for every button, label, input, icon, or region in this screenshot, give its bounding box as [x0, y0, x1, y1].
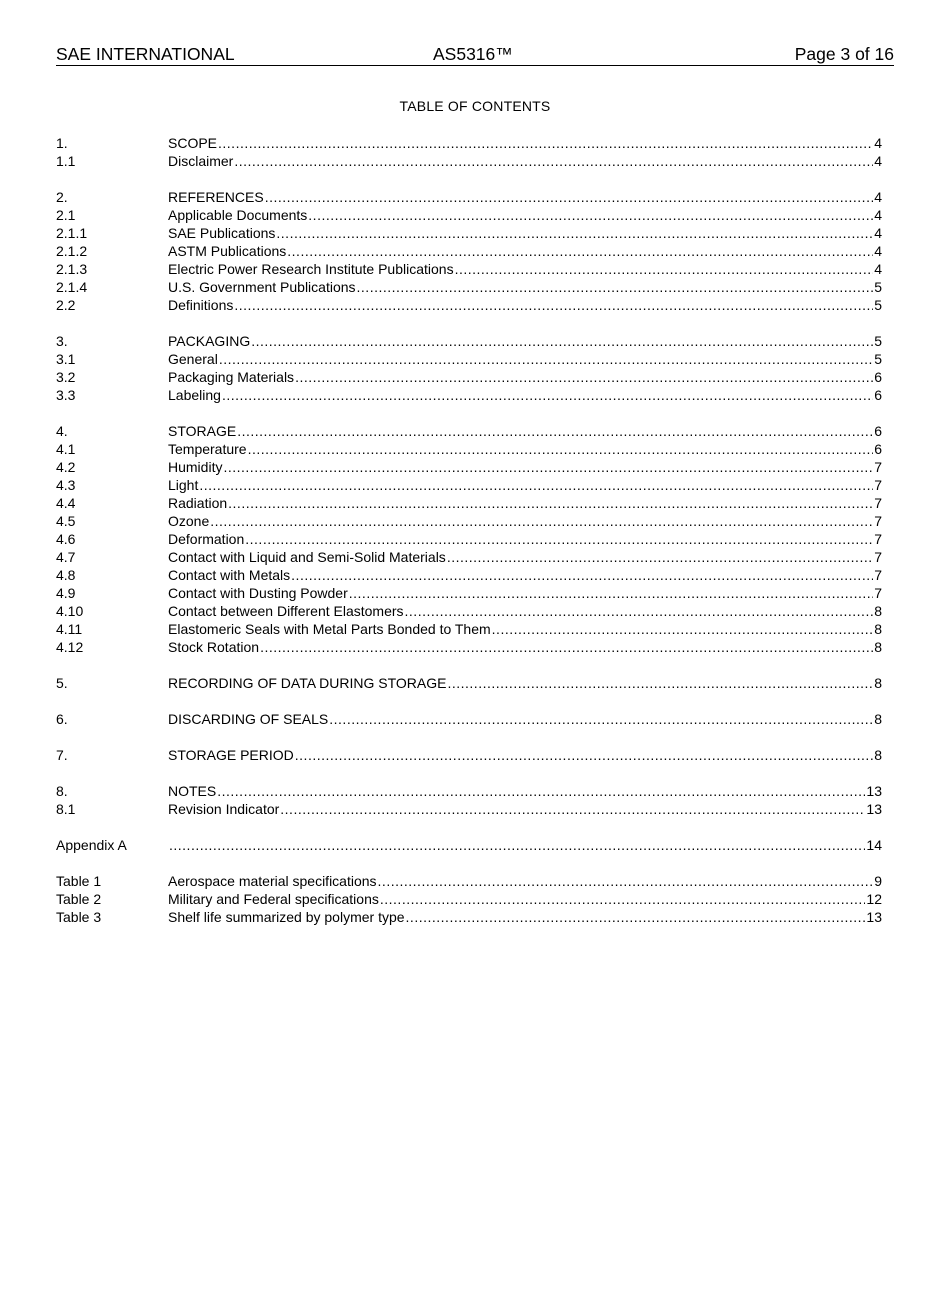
toc-entry-number: Table 3 [56, 909, 102, 925]
toc-entry-number: 2.1.4 [56, 279, 88, 295]
toc-entry-number: 6. [56, 711, 68, 727]
toc-entry[interactable] [56, 368, 882, 386]
toc-entry-label: Contact between Different Elastomers [168, 603, 404, 619]
dot-leader [406, 908, 866, 926]
toc-entry-label: ASTM Publications [168, 243, 287, 259]
toc-entry-number: 7. [56, 747, 68, 763]
toc-entry-page: 9 [874, 873, 882, 889]
toc-entry[interactable] [56, 188, 882, 206]
dot-leader [447, 548, 873, 566]
toc-entry-page: 4 [874, 243, 882, 259]
toc-entry-number: 4.4 [56, 495, 76, 511]
toc-entry-page: 13 [866, 801, 882, 817]
toc-entry-page: 4 [874, 135, 882, 151]
toc-entry-number: 4.8 [56, 567, 76, 583]
toc-entry[interactable] [56, 638, 882, 656]
header-page-number: Page 3 of 16 [794, 44, 894, 64]
toc-entry-label: Applicable Documents [168, 207, 308, 223]
toc-entry-page: 12 [866, 891, 882, 907]
toc-entry-label: DISCARDING OF SEALS [168, 711, 329, 727]
toc-entry-number: 3.1 [56, 351, 76, 367]
toc-entry-number: 4.3 [56, 477, 76, 493]
toc-entry-label: STORAGE [168, 423, 237, 439]
toc-entry-page: 8 [874, 639, 882, 655]
dot-leader [245, 530, 873, 548]
toc-entry-number: 2. [56, 189, 68, 205]
toc-entry[interactable] [56, 332, 882, 350]
toc-entry-page: 7 [874, 567, 882, 583]
toc-entry-number: 5. [56, 675, 68, 691]
toc-entry-number: 1. [56, 135, 68, 151]
toc-entry-label: SAE Publications [168, 225, 276, 241]
dot-leader [218, 134, 873, 152]
toc-entry-label: Packaging Materials [168, 369, 295, 385]
toc-entry-page: 6 [874, 369, 882, 385]
dot-leader [260, 638, 873, 656]
dot-leader [265, 188, 874, 206]
dot-leader [210, 512, 873, 530]
table-of-contents [56, 134, 882, 926]
toc-entry-page: 8 [874, 675, 882, 691]
toc-entry[interactable] [56, 494, 882, 512]
toc-entry-number: 3.3 [56, 387, 76, 403]
toc-entry[interactable] [56, 296, 882, 314]
dot-leader [169, 836, 865, 854]
toc-entry-page: 8 [874, 747, 882, 763]
toc-entry-number: 2.1.2 [56, 243, 88, 259]
toc-entry-page: 8 [874, 603, 882, 619]
toc-entry-label: Radiation [168, 495, 228, 511]
toc-entry-number: Table 1 [56, 873, 102, 889]
dot-leader [357, 278, 874, 296]
toc-entry-label: Shelf life summarized by polymer type [168, 909, 405, 925]
toc-entry[interactable] [56, 440, 882, 458]
toc-entry-page: 5 [874, 279, 882, 295]
toc-title: TABLE OF CONTENTS [399, 98, 551, 114]
toc-entry-number: 8. [56, 783, 68, 799]
toc-entry-number: Table 2 [56, 891, 102, 907]
toc-entry-page: 6 [874, 441, 882, 457]
toc-entry-label: Contact with Liquid and Semi-Solid Materials [168, 549, 446, 565]
toc-entry-page: 14 [866, 837, 882, 853]
dot-leader [380, 890, 866, 908]
toc-entry-table[interactable] [56, 890, 882, 908]
toc-entry-number: 4.2 [56, 459, 76, 475]
toc-entry-number: 3. [56, 333, 68, 349]
toc-entry[interactable] [56, 566, 882, 584]
dot-leader [217, 782, 865, 800]
dot-leader [349, 584, 873, 602]
toc-entry-page: 4 [874, 261, 882, 277]
toc-entry-number: 2.1.1 [56, 225, 88, 241]
toc-entry-page: 7 [874, 531, 882, 547]
toc-entry-label: NOTES [168, 783, 217, 799]
toc-entry[interactable] [56, 386, 882, 404]
toc-entry-label: General [168, 351, 218, 367]
toc-entry-page: 7 [874, 495, 882, 511]
toc-entry-number: 4.10 [56, 603, 84, 619]
dot-leader [237, 422, 873, 440]
toc-entry-label: RECORDING OF DATA DURING STORAGE [168, 675, 447, 691]
toc-entry-label: Elastomeric Seals with Metal Parts Bonded to Them [168, 621, 491, 637]
dot-leader [234, 152, 873, 170]
toc-entry-label: STORAGE PERIOD [168, 747, 294, 763]
toc-entry[interactable] [56, 224, 882, 242]
toc-entry-page: 13 [866, 783, 882, 799]
toc-entry[interactable] [56, 476, 882, 494]
toc-entry-number: 4.5 [56, 513, 76, 529]
toc-entry-label: PACKAGING [168, 333, 251, 349]
dot-leader [447, 674, 873, 692]
dot-leader [405, 602, 874, 620]
toc-entry-number: 1.1 [56, 153, 76, 169]
toc-entry[interactable] [56, 602, 882, 620]
toc-entry-label: Contact with Metals [168, 567, 291, 583]
dot-leader [455, 260, 874, 278]
toc-entry-label: Deformation [168, 531, 245, 547]
toc-entry-label: Temperature [168, 441, 247, 457]
toc-entry[interactable] [56, 350, 882, 368]
header-document-number: AS5316™ [433, 44, 513, 64]
toc-entry[interactable] [56, 548, 882, 566]
dot-leader [228, 494, 873, 512]
toc-entry[interactable] [56, 278, 882, 296]
toc-entry[interactable] [56, 260, 882, 278]
toc-entry-page: 7 [874, 585, 882, 601]
toc-entry-label: Labeling [168, 387, 221, 403]
toc-entry-number: 4.6 [56, 531, 76, 547]
toc-entry-number: 2.2 [56, 297, 76, 313]
toc-entry[interactable] [56, 746, 882, 764]
toc-entry-label: SCOPE [168, 135, 218, 151]
toc-entry[interactable] [56, 620, 882, 638]
dot-leader [251, 332, 873, 350]
toc-entry[interactable] [56, 422, 882, 440]
toc-entry-appendix-a[interactable] [56, 836, 882, 854]
toc-entry-page: 7 [874, 459, 882, 475]
toc-entry[interactable] [56, 458, 882, 476]
dot-leader [223, 458, 873, 476]
toc-entry-page: 7 [874, 477, 882, 493]
toc-entry[interactable] [56, 206, 882, 224]
toc-entry-page: 4 [874, 153, 882, 169]
toc-entry-page: 8 [874, 711, 882, 727]
dot-leader [280, 800, 865, 818]
toc-entry-label: Humidity [168, 459, 223, 475]
toc-entry[interactable] [56, 152, 882, 170]
dot-leader [295, 746, 873, 764]
toc-entry-number: 4.9 [56, 585, 76, 601]
toc-entry-label: Military and Federal specifications [168, 891, 379, 907]
dot-leader [199, 476, 873, 494]
toc-entry-page: 4 [874, 189, 882, 205]
toc-entry-number: 2.1.3 [56, 261, 88, 277]
toc-entry-number: 4. [56, 423, 68, 439]
toc-entry-number: 8.1 [56, 801, 76, 817]
toc-entry-page: 13 [866, 909, 882, 925]
toc-entry-number: Appendix A [56, 837, 127, 853]
dot-leader [248, 440, 874, 458]
toc-entry-page: 4 [874, 225, 882, 241]
toc-entry[interactable] [56, 530, 882, 548]
toc-entry[interactable] [56, 710, 882, 728]
toc-entry-page: 5 [874, 351, 882, 367]
toc-entry[interactable] [56, 674, 882, 692]
toc-entry-label: Revision Indicator [168, 801, 280, 817]
toc-entry-number: 2.1 [56, 207, 76, 223]
toc-entry-number: 3.2 [56, 369, 76, 385]
toc-entry-page: 6 [874, 423, 882, 439]
toc-entry-label: Disclaimer [168, 153, 234, 169]
dot-leader [291, 566, 873, 584]
toc-entry[interactable] [56, 782, 882, 800]
toc-entry-number: 4.12 [56, 639, 84, 655]
toc-entry[interactable] [56, 584, 882, 602]
toc-entry-page: 7 [874, 549, 882, 565]
toc-entry-page: 5 [874, 333, 882, 349]
toc-entry[interactable] [56, 242, 882, 260]
header-organization: SAE INTERNATIONAL [56, 44, 235, 64]
toc-entry-table[interactable] [56, 908, 882, 926]
dot-leader [234, 296, 873, 314]
toc-entry-number: 4.11 [56, 621, 83, 637]
toc-entry-label: Contact with Dusting Powder [168, 585, 348, 601]
dot-leader [219, 350, 873, 368]
dot-leader [287, 242, 873, 260]
toc-entry-page: 5 [874, 297, 882, 313]
dot-leader [492, 620, 874, 638]
toc-entry-number: 4.7 [56, 549, 76, 565]
toc-entry-label: Definitions [168, 297, 234, 313]
toc-entry-label: Electric Power Research Institute Publications [168, 261, 454, 277]
toc-entry-label: Aerospace material specifications [168, 873, 377, 889]
toc-entry-label: REFERENCES [168, 189, 264, 205]
toc-entry-page: 7 [874, 513, 882, 529]
dot-leader [308, 206, 873, 224]
dot-leader [295, 368, 873, 386]
toc-entry-page: 6 [874, 387, 882, 403]
toc-entry-label: Ozone [168, 513, 210, 529]
toc-entry-label: U.S. Government Publications [168, 279, 356, 295]
dot-leader [378, 872, 874, 890]
dot-leader [329, 710, 873, 728]
toc-entry[interactable] [56, 134, 882, 152]
toc-entry-number: 4.1 [56, 441, 76, 457]
toc-entry[interactable] [56, 800, 882, 818]
toc-entry[interactable] [56, 512, 882, 530]
toc-entry-page: 8 [874, 621, 882, 637]
toc-entry-label: Light [168, 477, 199, 493]
toc-entry-table[interactable] [56, 872, 882, 890]
dot-leader [276, 224, 873, 242]
toc-entry-page: 4 [874, 207, 882, 223]
toc-entry-label: Stock Rotation [168, 639, 260, 655]
dot-leader [222, 386, 873, 404]
page-header [56, 43, 894, 66]
